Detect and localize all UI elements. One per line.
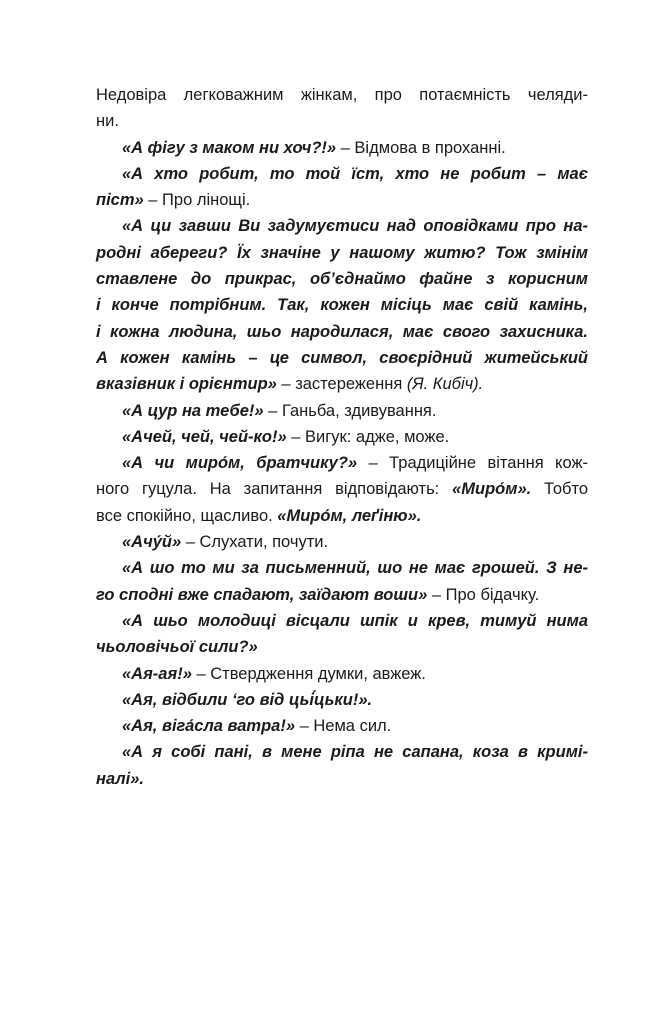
proverb-text: і конче потрібним. Так, кожен місіць має свій камінь, [96,296,588,315]
text-line [96,634,588,660]
proverb-text: і кожна людина, шьо народилася, має свого захисника. [96,322,588,341]
proverb-text: родні абереги? Їх значіне у нашому житю? Тож змінім [96,243,588,262]
proverb-text: «А шьо молодиці вісцали шпік и крев, тимуй нима [122,611,588,630]
proverb-text: «Ачей, чей, чей-ко!» [122,427,287,446]
text-line [96,476,588,502]
proverb-text: А кожен камінь – це символ, своєрідний житейський [96,348,588,367]
proverb-text: вказівник і орієнтир» [96,375,277,394]
proverb-text: «Ая, відбили ‘го від цьі́цьки!». [122,690,373,709]
text-line [96,529,588,555]
explanation-text: – Відмова в проханні. [336,138,506,157]
text-line [96,187,588,213]
explanation-text: – Традиційне вітання кож- [357,454,588,473]
explanation-text: ни. [96,112,119,131]
explanation-text: – Про лінощі. [143,191,251,210]
proverb-text: «А цур на тебе!» [122,401,264,420]
text-line [96,292,588,318]
text-line [96,503,588,529]
text-line [96,424,588,450]
text-line [96,371,588,397]
paragraph [96,739,588,792]
text-line [96,345,588,371]
explanation-text: – Нема сил. [295,717,392,736]
explanation-text: – Вигук: адже, може. [286,427,450,446]
proverb-text: «А хто робит, то той їст, хто не робит – має [122,164,588,183]
explanation-text: Недовіра легковажним жінкам, про потаємність челяди- [96,86,588,104]
paragraph [96,450,588,529]
paragraph [96,213,588,397]
proverb-text: «А я собі пані, в мене ріпа не сапана, коза в кримі- [122,743,588,762]
proverb-text: «Миро́м». [452,480,532,499]
paragraph [96,135,588,161]
paragraph [96,529,588,555]
text-line [96,135,588,161]
explanation-text: ного гуцула. На запитання відповідають: [96,480,453,499]
paragraph [96,424,588,450]
text-line [96,766,588,792]
text-line [96,319,588,345]
explanation-text: все спокійно, щасливо. [96,506,278,525]
proverb-text: «А чи миро́м, братчику?» [122,454,358,473]
paragraph [96,687,588,713]
text-line [96,161,588,187]
proverb-text: «А фігу з маком ни хоч?!» [122,138,337,157]
text-line [96,713,588,739]
text-line [96,450,588,476]
text-line [96,608,588,634]
proverb-text: го сподні вже спадают, заїдают воши» [96,585,428,604]
proverb-text: «Ая, віга́сла ватра!» [122,717,296,736]
paragraph [96,555,588,608]
proverb-text: налі». [96,769,144,788]
explanation-text: – Ствердження думки, авжеж. [191,664,426,683]
explanation-text: – Ганьба, здивування. [263,401,437,420]
paragraph [96,661,588,687]
paragraph [96,608,588,661]
text-line [96,240,588,266]
explanation-text: – Слухати, почути. [181,533,329,552]
attribution-text: (Я. Кибіч). [406,375,484,394]
explanation-text: Тобто [531,480,588,499]
text-line [96,661,588,687]
text-line [96,555,588,581]
paragraph [96,398,588,424]
paragraph [96,82,588,135]
explanation-text: – Про бідачку. [427,585,540,604]
text-line [96,582,588,608]
proverb-text: «Ая-ая!» [122,664,192,683]
text-line [96,398,588,424]
text-line [96,82,588,108]
proverb-text: піст» [96,191,144,210]
text-line [96,266,588,292]
text-line [96,213,588,239]
paragraph [96,161,588,214]
text-line [96,739,588,765]
explanation-text: – застереження [276,375,407,394]
proverb-text: «Ачу́й» [122,533,182,552]
proverb-text: «А шо то ми за письменний, шо не має грошей. З не- [122,559,588,578]
paragraph [96,713,588,739]
proverb-text: ставлене до прикрас, об’єднаймо файне з корисним [96,270,588,289]
proverb-text: чьоловічьої сили?» [96,638,258,657]
text-line [96,687,588,713]
text-line [96,108,588,134]
page-text [96,82,588,792]
proverb-text: «Миро́м, леґіню». [277,506,422,525]
proverb-text: «А ци завши Ви задумуєтиси над оповідками про на- [122,217,588,236]
